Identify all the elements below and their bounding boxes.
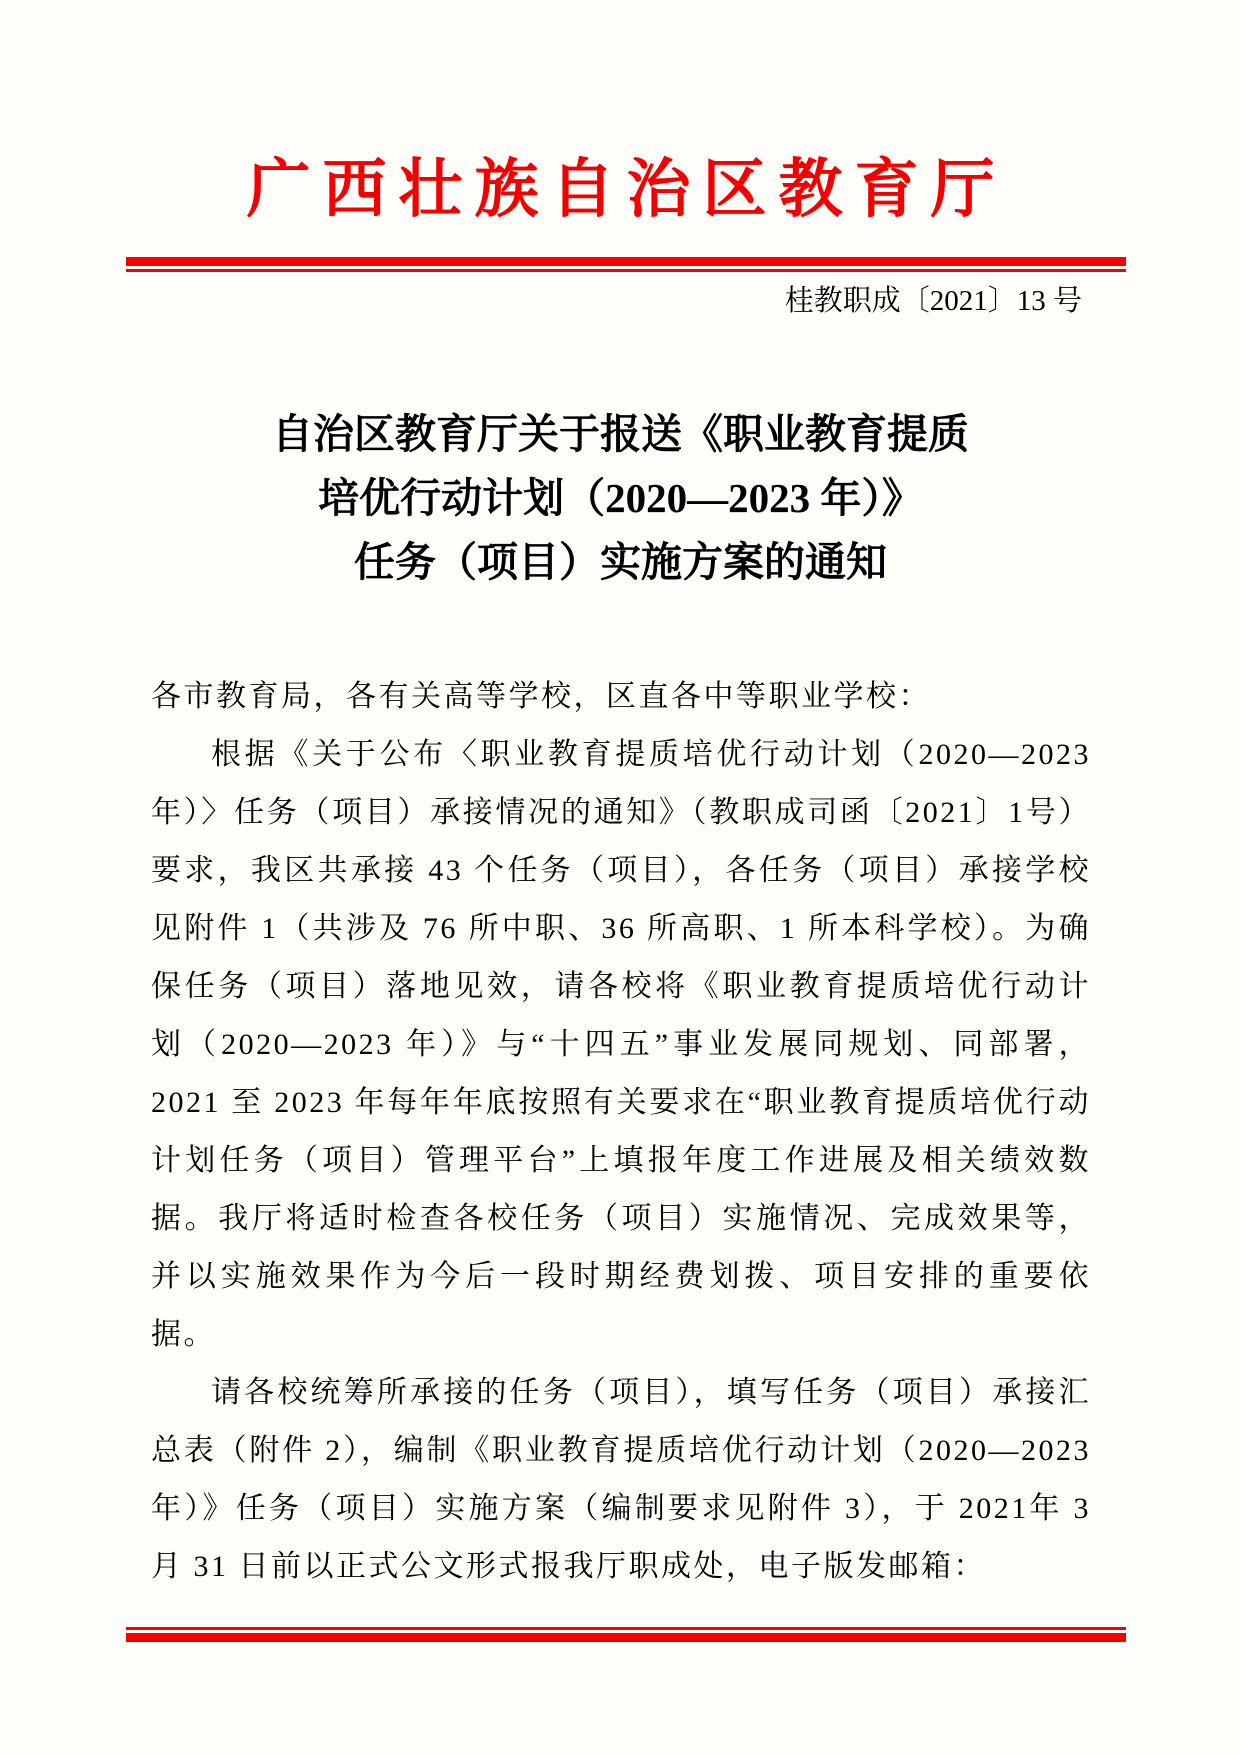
body-paragraph-2: 请各校统筹所承接的任务（项目），填写任务（项目）承接汇总表（附件 2），编制《职业教育提质培优行动计划（2020—2023 年）》任务（项目）实施方案（编制要求见附件 3），于 2021年 3 月 31 日前以正式公文形式报我厅职成处，电子版发邮箱： [151,1376,1091,1583]
red-rule-top [126,257,1126,272]
red-rule-top-thick [126,257,1126,266]
red-rule-top-thin [126,269,1126,272]
document-body [151,668,1091,1596]
document-number: 桂教职成〔2021〕13 号 [784,285,1082,317]
document-title-line-3: 任务（项目）实施方案的通知 [354,539,887,585]
salutation-line: 各市教育局，各有关高等学校，区直各中等职业学校： [151,680,931,713]
agency-title: 广西壮族自治区教育厅 [246,154,1007,225]
document-title [0,402,1241,594]
body-paragraph-1: 根据《关于公布〈职业教育提质培优行动计划（2020—2023年）〉任务（项目）承接情况的通知》（教职成司函〔2021〕1号）要求，我区共承接 43 个任务（项目），各任务（项目）承接学校见附件 1（共涉及 76 所中职、36 所高职、1 所本科学校）。为确保任务（项目）落地见效，请各校将《职业教育提质培优行动计划（2020—2023 年）》与“十四五”事业发展同规划、同部署，2021 至 2023 年每年年底按照有关要求在“职业教育提质培优行动计划任务（项目）管理平台”上填报年度工作进展及相关绩效数据。我厅将适时检查各校任务（项目）实施情况、完成效果等，并以实施效果作为今后一段时期经费划拨、项目安排的重要依据。 [151,738,1091,1351]
document-title-line-2: 培优行动计划（2020—2023 年）》 [318,475,923,521]
red-rule-bottom [126,1627,1126,1642]
red-rule-bottom-thick [126,1633,1126,1642]
document-title-line-1: 自治区教育厅关于报送《职业教育提质 [272,411,969,457]
